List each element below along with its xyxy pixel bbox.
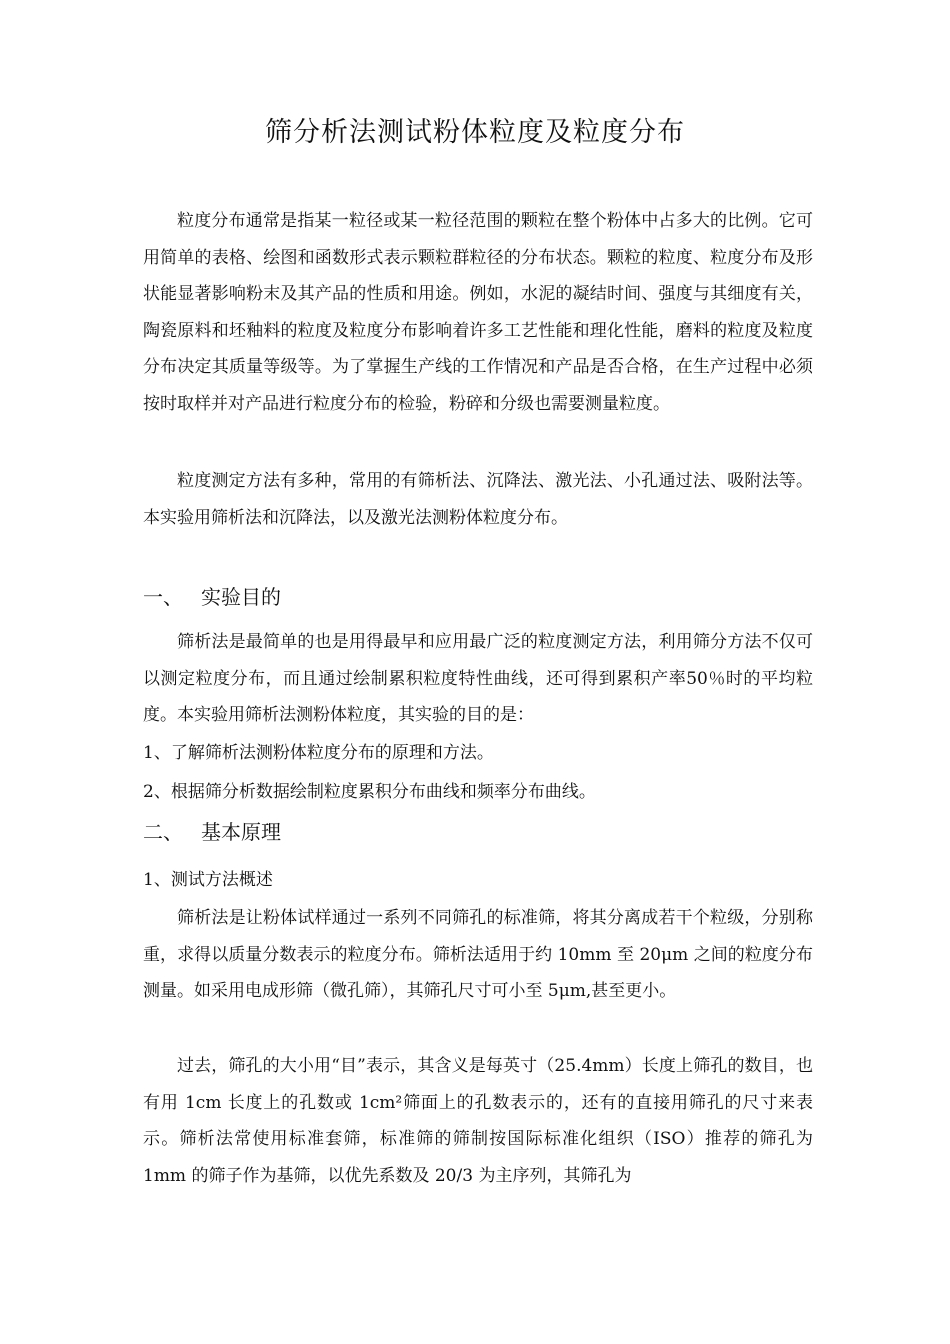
section-2-paragraph-1: 筛析法是让粉体试样通过一系列不同筛孔的标准筛，将其分离成若干个粒级，分别称重，求得以质量分数表示的粒度分布。筛析法适用于约 10mm 至 20μm 之间的粒度分布测量。如采用电成形筛（微孔筛），其筛孔尺寸可小至 5μm,甚至更小。: [143, 908, 813, 1001]
document-title: 筛分析法测试粉体粒度及粒度分布: [265, 117, 685, 148]
section-1-paragraph: 筛析法是最简单的也是用得最早和应用最广泛的粒度测定方法，利用筛分方法不仅可以测定粒度分布，而且通过绘制累积粒度特性曲线，还可得到累积产率50％时的平均粒度。本实验用筛析法测粉体粒度，其实验的目的是：: [143, 632, 813, 725]
intro-paragraph-2: 粒度测定方法有多种，常用的有筛析法、沉降法、激光法、小孔通过法、吸附法等。本实验用筛析法和沉降法，以及激光法测粉体粒度分布。: [143, 471, 813, 528]
section-1-list-item-1: 1、了解筛析法测粉体粒度分布的原理和方法。: [143, 743, 494, 763]
section-2-paragraph-2: 过去，筛孔的大小用“目”表示，其含义是每英寸（25.4mm）长度上筛孔的数目，也有用 1cm 长度上的孔数或 1cm²筛面上的孔数表示的，还有的直接用筛孔的尺寸来表示。筛析法常使用标准套筛，标准筛的筛制按国际标准化组织（ISO）推荐的筛孔为 1mm 的筛子作为基筛，以优先系数及 20/3 为主序列，其筛孔为: [143, 1056, 813, 1186]
section-1-number: 一、: [143, 585, 183, 609]
section-2-title: 基本原理: [201, 820, 281, 844]
section-1-title: 实验目的: [201, 585, 281, 609]
section-1-list-item-2: 2、根据筛分析数据绘制粒度累积分布曲线和频率分布曲线。: [143, 782, 596, 802]
section-2-heading: [143, 814, 813, 850]
section-2-number: 二、: [143, 820, 183, 844]
intro-paragraph-1: 粒度分布通常是指某一粒径或某一粒径范围的颗粒在整个粉体中占多大的比例。它可用简单的表格、绘图和函数形式表示颗粒群粒径的分布状态。颗粒的粒度、粒度分布及形状能显著影响粉末及其产品的性质和用途。例如，水泥的凝结时间、强度与其细度有关，陶瓷原料和坯釉料的粒度及粒度分布影响着许多工艺性能和理化性能，磨料的粒度及粒度分布决定其质量等级等。为了掌握生产线的工作情况和产品是否合格，在生产过程中必须按时取样并对产品进行粒度分布的检验，粉碎和分级也需要测量粒度。: [143, 211, 813, 414]
section-2-subheading-1: 1、测试方法概述: [143, 870, 273, 890]
section-1-heading: [143, 579, 813, 615]
